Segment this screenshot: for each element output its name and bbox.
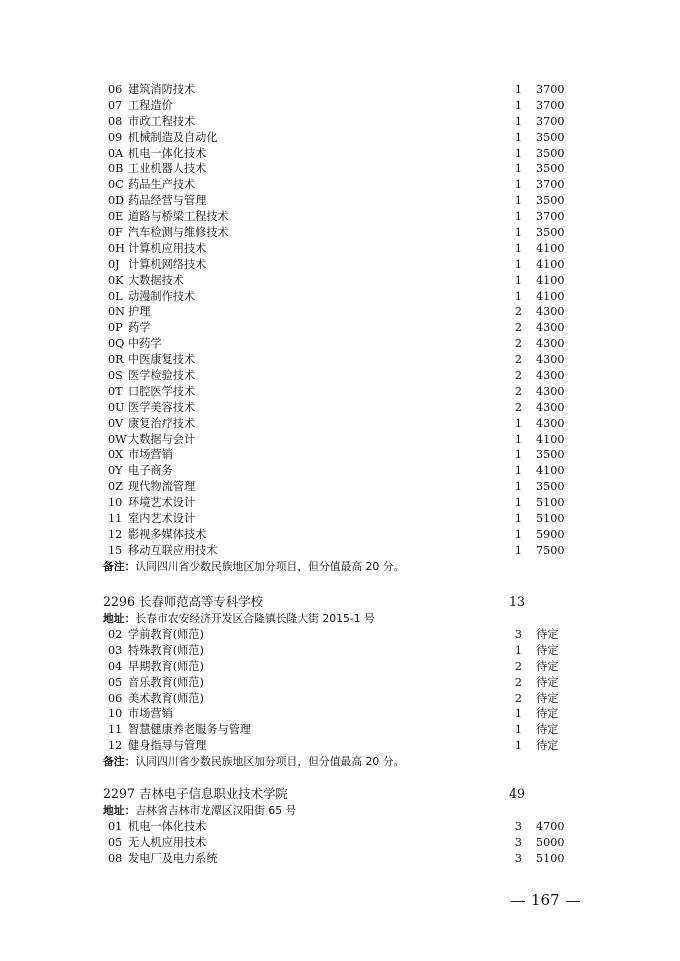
major-name: 发电厂及电力系统 <box>128 851 218 865</box>
major-fee: 待定 <box>536 643 559 657</box>
major-list <box>103 819 583 867</box>
major-row <box>103 320 583 336</box>
major-count: 3 <box>514 835 522 849</box>
major-count: 1 <box>514 162 522 176</box>
major-name: 移动互联应用技术 <box>128 543 218 557</box>
major-code: 0P <box>108 321 123 335</box>
note <box>103 559 583 575</box>
major-code: 12 <box>108 527 123 541</box>
major-code: 07 <box>108 98 123 112</box>
major-fee: 3500 <box>536 130 565 144</box>
major-code: 0X <box>108 448 124 462</box>
major-fee: 5100 <box>536 512 565 526</box>
major-name: 动漫制作技术 <box>128 289 196 303</box>
major-count: 1 <box>514 241 522 255</box>
major-count: 1 <box>514 512 522 526</box>
note-label: 备注： <box>103 559 136 573</box>
major-count: 1 <box>514 527 522 541</box>
major-row <box>103 463 583 479</box>
major-code: 0N <box>108 305 125 319</box>
major-row <box>103 479 583 495</box>
major-count: 1 <box>514 194 522 208</box>
major-count: 1 <box>514 130 522 144</box>
major-fee: 4300 <box>536 305 565 319</box>
major-row <box>103 336 583 352</box>
school-total: 13 <box>509 594 526 609</box>
major-name: 现代物流管理 <box>128 480 196 494</box>
major-count: 2 <box>514 691 522 705</box>
major-name: 市场营销 <box>128 448 173 462</box>
major-code: 08 <box>108 114 123 128</box>
major-count: 1 <box>514 146 522 160</box>
major-code: 0Q <box>108 337 125 351</box>
major-fee: 3500 <box>536 448 565 462</box>
note-text: 认同四川省少数民族地区加分项目，但分值最高 20 分。 <box>135 559 405 573</box>
major-code: 0V <box>108 416 124 430</box>
major-name: 特殊教育(师范) <box>128 643 204 657</box>
school-code: 2296 <box>103 594 136 609</box>
major-count: 2 <box>514 400 522 414</box>
major-code: 0J <box>108 257 120 271</box>
major-row <box>103 659 583 675</box>
major-fee: 3700 <box>536 178 565 192</box>
major-name: 工程造价 <box>128 98 173 112</box>
major-count: 2 <box>514 384 522 398</box>
major-fee: 3500 <box>536 162 565 176</box>
major-count: 1 <box>514 273 522 287</box>
major-count: 2 <box>514 321 522 335</box>
major-name: 大数据技术 <box>128 273 184 287</box>
major-list <box>103 82 583 559</box>
major-code: 04 <box>108 659 123 673</box>
major-row <box>103 257 583 273</box>
major-name: 药学 <box>128 321 151 335</box>
major-code: 0D <box>108 194 125 208</box>
major-row <box>103 289 583 305</box>
major-count: 2 <box>514 305 522 319</box>
major-name: 计算机网络技术 <box>128 257 207 271</box>
major-fee: 7500 <box>536 543 565 557</box>
major-fee: 5100 <box>536 496 565 510</box>
major-code: 0B <box>108 162 124 176</box>
major-row <box>103 193 583 209</box>
major-name: 美术教育(师范) <box>128 691 204 705</box>
major-fee: 4100 <box>536 241 565 255</box>
major-code: 10 <box>108 707 123 721</box>
school-address <box>103 611 583 627</box>
major-name: 护理 <box>128 305 151 319</box>
major-fee: 4100 <box>536 273 565 287</box>
major-code: 15 <box>108 543 123 557</box>
major-fee: 待定 <box>536 739 559 753</box>
major-count: 3 <box>514 851 522 865</box>
major-code: 02 <box>108 628 123 641</box>
major-code: 09 <box>108 130 123 144</box>
major-name: 市场营销 <box>128 707 173 721</box>
major-count: 3 <box>514 628 522 641</box>
major-row <box>103 209 583 225</box>
major-row <box>103 691 583 707</box>
major-name: 智慧健康养老服务与管理 <box>128 723 252 737</box>
major-count: 1 <box>514 723 522 737</box>
major-row <box>103 675 583 691</box>
major-count: 2 <box>514 369 522 383</box>
school-section <box>103 785 583 867</box>
major-code: 05 <box>108 835 123 849</box>
major-fee: 3500 <box>536 480 565 494</box>
note-text: 认同四川省少数民族地区加分项目，但分值最高 20 分。 <box>135 755 405 769</box>
major-fee: 4100 <box>536 432 565 446</box>
major-name: 无人机应用技术 <box>128 835 207 849</box>
major-list <box>103 627 583 754</box>
major-row <box>103 368 583 384</box>
footer-dash-left <box>511 901 525 902</box>
major-row <box>103 819 583 835</box>
major-name: 音乐教育(师范) <box>128 675 204 689</box>
school-section <box>103 593 583 770</box>
major-count: 1 <box>514 739 522 753</box>
major-fee: 4300 <box>536 384 565 398</box>
major-code: 0A <box>108 146 124 160</box>
major-name: 学前教育(师范) <box>128 628 204 641</box>
major-code: 0Y <box>108 464 123 478</box>
major-count: 1 <box>514 448 522 462</box>
major-code: 11 <box>108 723 123 737</box>
major-name: 道路与桥梁工程技术 <box>128 210 229 224</box>
major-row <box>103 352 583 368</box>
major-name: 机电一体化技术 <box>128 820 207 833</box>
major-row <box>103 543 583 559</box>
major-fee: 待定 <box>536 659 559 673</box>
major-count: 1 <box>514 257 522 271</box>
major-name: 早期教育(师范) <box>128 659 204 673</box>
major-count: 2 <box>514 353 522 367</box>
school-address <box>103 803 583 819</box>
major-row <box>103 225 583 241</box>
major-name: 中医康复技术 <box>128 353 196 367</box>
major-count: 2 <box>514 337 522 351</box>
page-footer <box>505 890 586 910</box>
major-row <box>103 706 583 722</box>
major-fee: 4100 <box>536 289 565 303</box>
major-fee: 4100 <box>536 464 565 478</box>
major-count: 1 <box>514 432 522 446</box>
major-fee: 4300 <box>536 337 565 351</box>
major-count: 1 <box>514 98 522 112</box>
address-text: 长春市农安经济开发区合隆镇长隆大街 2015-1 号 <box>135 612 375 625</box>
major-fee: 待定 <box>536 691 559 705</box>
major-code: 03 <box>108 643 123 657</box>
major-row <box>103 495 583 511</box>
major-row <box>103 738 583 754</box>
major-code: 12 <box>108 739 123 753</box>
major-fee: 4300 <box>536 353 565 367</box>
major-count: 2 <box>514 659 522 673</box>
major-count: 1 <box>514 210 522 224</box>
major-row <box>103 384 583 400</box>
major-fee: 4300 <box>536 369 565 383</box>
major-count: 1 <box>514 114 522 128</box>
major-fee: 4100 <box>536 257 565 271</box>
major-count: 1 <box>514 226 522 240</box>
major-name: 中药学 <box>128 337 162 351</box>
major-row <box>103 130 583 146</box>
major-count: 1 <box>514 289 522 303</box>
major-code: 0H <box>108 241 125 255</box>
major-fee: 3700 <box>536 83 565 96</box>
major-row <box>103 527 583 543</box>
major-name: 室内艺术设计 <box>128 512 196 526</box>
major-row <box>103 161 583 177</box>
major-count: 1 <box>514 416 522 430</box>
major-code: 0F <box>108 226 123 240</box>
major-code: 0Z <box>108 480 123 494</box>
major-fee: 3500 <box>536 146 565 160</box>
major-count: 1 <box>514 480 522 494</box>
major-fee: 待定 <box>536 628 559 641</box>
major-row <box>103 304 583 320</box>
major-code: 05 <box>108 675 123 689</box>
major-count: 1 <box>514 543 522 557</box>
major-fee: 5000 <box>536 835 565 849</box>
school-header <box>103 593 583 611</box>
major-row <box>103 511 583 527</box>
major-name: 药品经营与管理 <box>128 194 207 208</box>
major-row <box>103 82 583 98</box>
major-code: 08 <box>108 851 123 865</box>
major-row <box>103 851 583 867</box>
major-count: 3 <box>514 820 522 833</box>
major-code: 0E <box>108 210 124 224</box>
major-name: 药品生产技术 <box>128 178 196 192</box>
major-name: 医学检验技术 <box>128 369 196 383</box>
major-count: 1 <box>514 464 522 478</box>
major-fee: 4700 <box>536 820 565 833</box>
note <box>103 754 583 770</box>
major-fee: 待定 <box>536 723 559 737</box>
major-code: 06 <box>108 691 123 705</box>
major-fee: 待定 <box>536 707 559 721</box>
major-name: 医学美容技术 <box>128 400 196 414</box>
address-label: 地址： <box>103 804 136 817</box>
major-code: 0L <box>108 289 123 303</box>
address-text: 吉林省吉林市龙潭区汉阳街 65 号 <box>135 804 297 817</box>
major-fee: 3700 <box>536 98 565 112</box>
major-row <box>103 432 583 448</box>
footer-dash-right <box>566 901 580 902</box>
major-fee: 3500 <box>536 226 565 240</box>
major-row <box>103 273 583 289</box>
major-name: 影视多媒体技术 <box>128 527 207 541</box>
major-count: 1 <box>514 707 522 721</box>
major-name: 大数据与会计 <box>128 432 196 446</box>
major-row <box>103 98 583 114</box>
major-fee: 5100 <box>536 851 565 865</box>
major-row <box>103 627 583 643</box>
major-row <box>103 722 583 738</box>
major-name: 计算机应用技术 <box>128 241 207 255</box>
major-count: 2 <box>514 675 522 689</box>
major-code: 0K <box>108 273 124 287</box>
major-code: 0C <box>108 178 124 192</box>
school-name: 长春师范高等专科学校 <box>139 594 263 609</box>
major-fee: 4300 <box>536 400 565 414</box>
major-code: 10 <box>108 496 123 510</box>
school-total: 49 <box>509 786 526 801</box>
major-row <box>103 416 583 432</box>
major-code: 0U <box>108 400 125 414</box>
major-code: 0T <box>108 384 123 398</box>
school-name: 吉林电子信息职业技术学院 <box>139 786 288 801</box>
major-row <box>103 643 583 659</box>
major-name: 健身指导与管理 <box>128 739 207 753</box>
school-header <box>103 785 583 803</box>
major-code: 0R <box>108 353 124 367</box>
major-count: 1 <box>514 178 522 192</box>
note-label: 备注： <box>103 755 136 769</box>
major-name: 电子商务 <box>128 464 173 478</box>
major-fee: 4300 <box>536 416 565 430</box>
major-code: 11 <box>108 512 123 526</box>
major-code: 0S <box>108 369 123 383</box>
major-name: 口腔医学技术 <box>128 384 196 398</box>
major-name: 建筑消防技术 <box>128 83 196 96</box>
major-code: 01 <box>108 820 123 833</box>
major-fee: 5900 <box>536 527 565 541</box>
major-row <box>103 400 583 416</box>
section-continued <box>103 82 583 575</box>
major-fee: 4300 <box>536 321 565 335</box>
major-row <box>103 835 583 851</box>
major-count: 1 <box>514 83 522 96</box>
major-fee: 3700 <box>536 210 565 224</box>
page-number: 167 <box>531 891 560 909</box>
major-row <box>103 447 583 463</box>
major-name: 市政工程技术 <box>128 114 196 128</box>
major-row <box>103 114 583 130</box>
major-name: 工业机器人技术 <box>128 162 207 176</box>
major-name: 汽车检测与维修技术 <box>128 226 229 240</box>
school-code: 2297 <box>103 786 136 801</box>
major-row <box>103 241 583 257</box>
major-code: 06 <box>108 83 123 96</box>
major-name: 机电一体化技术 <box>128 146 207 160</box>
major-count: 1 <box>514 496 522 510</box>
address-label: 地址： <box>103 612 136 625</box>
major-name: 机械制造及自动化 <box>128 130 218 144</box>
major-row <box>103 177 583 193</box>
major-name: 康复治疗技术 <box>128 416 196 430</box>
major-code: 0W <box>108 432 127 446</box>
major-fee: 3700 <box>536 114 565 128</box>
major-name: 环境艺术设计 <box>128 496 196 510</box>
major-fee: 待定 <box>536 675 559 689</box>
major-count: 1 <box>514 643 522 657</box>
major-fee: 3500 <box>536 194 565 208</box>
major-row <box>103 146 583 162</box>
